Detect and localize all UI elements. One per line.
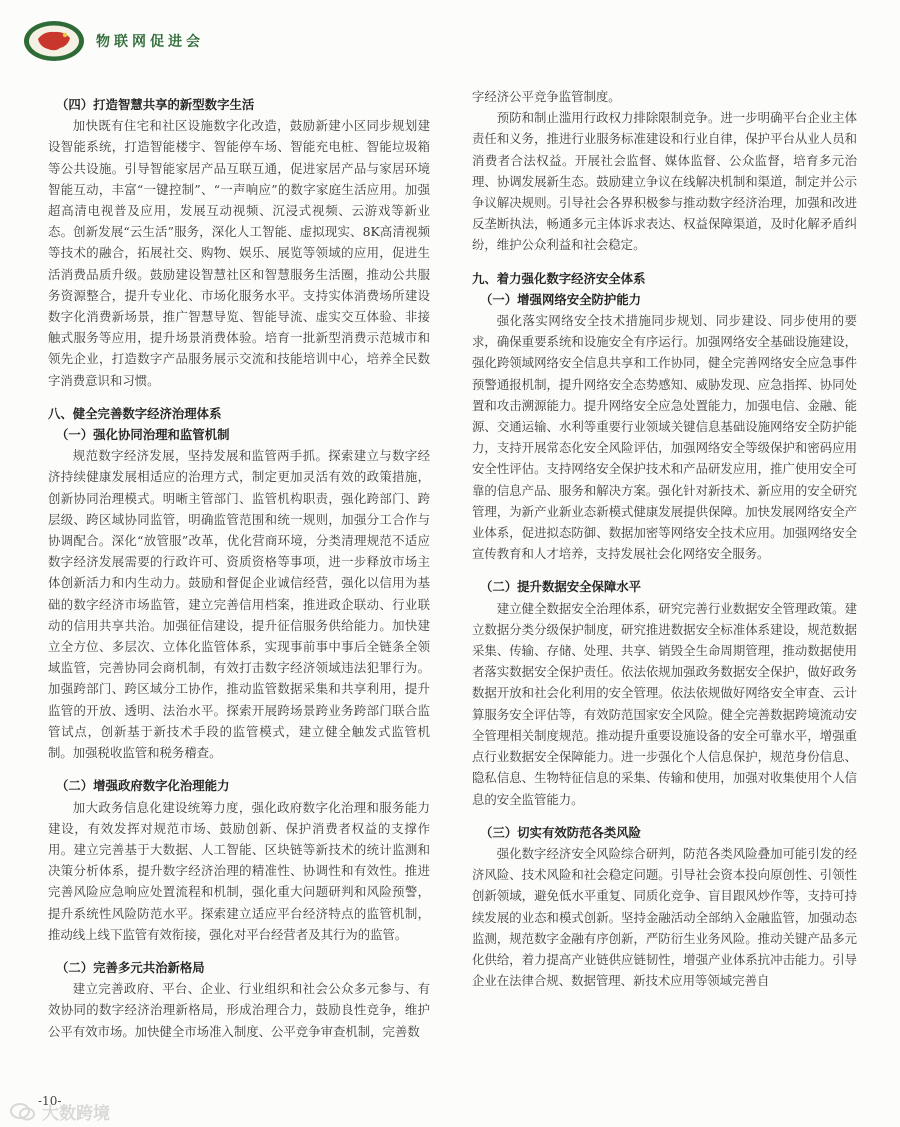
chat-bubble-icon (10, 1102, 36, 1122)
paragraph: 建立健全数据安全治理体系，研究完善行业数据安全管理政策。建立数据分类分级保护制度，研究推进数据安全标准体系建设，规范数据采集、传输、存储、处理、共享、销毁全生命周期管理，推动数据使用者落实数据安全保护责任。依法依规加强政务数据安全保护，做好政务数据开放和社会化利用的安全管理。依法依规做好网络安全审查、云计算服务安全评估等，有效防范国家安全风险。健全完善数据跨境流动安全管理相关制度规范。推动提升重要设施设备的安全可靠水平，增强重点行业数据安全保障能力。进一步强化个人信息保护，规范身份信息、隐私信息、生物特征信息的采集、传输和使用，加强对收集使用个人信息的安全监管能力。 (472, 600, 857, 807)
section-heading: （一）增强网络安全防护能力 (480, 291, 642, 307)
paragraph: 强化落实网络安全技术措施同步规划、同步建设、同步使用的要求，确保重要系统和设施安全有序运行。加强网络安全基础设施建设，强化跨领域网络安全信息共享和工作协同，健全完善网络安全应急事件预警通报机制，提升网络安全态势感知、威胁发现、应急指挥、协同处置和攻击溯源能力。提升网络安全应急处置能力，加强电信、金融、能源、交通运输、水利等重要行业领域关键信息基础设施网络安全防护能力，支持开展常态化安全风险评估，加强网络安全等级保护和密码应用安全性评估。支持网络安全保护技术和产品研发应用，推广使用安全可靠的信息产品、服务和解决方案。强化针对新技术、新应用的安全研究管理，为新产业新业态新模式健康发展提供保障。加快发展网络安全产业体系，促进拟态防御、数据加密等网络安全技术应用。加强网络安全宣传教育和人才培养，支持发展社会化网络安全服务。 (472, 313, 857, 562)
left-column (48, 94, 430, 1042)
organization-logo (22, 19, 86, 63)
section-heading: （四）打造智慧共享的新型数字生活 (56, 97, 255, 112)
watermark-text: 大数跨境 (42, 1104, 110, 1124)
watermark (10, 1099, 110, 1124)
paragraph: 加大政务信息化建设统筹力度，强化政府数字化治理和服务能力建设，有效发挥对规范市场、鼓励创新、保护消费者权益的支撑作用。建立完善基于大数据、人工智能、区块链等新技术的统计监测和决策分析体系，提升数字经济治理的精准性、协调性和有效性。推进完善风险应急响应处置流程和机制，强化重大问题研判和风险预警，提升系统性风险防范水平。探索建立适应平台经济特点的监管机制，推动线上线下监管有效衔接，强化对平台经营者及其行为的监管。 (48, 799, 430, 942)
paragraph: 预防和制止滥用行政权力排除限制竞争。进一步明确平台企业主体责任和义务，推进行业服务标准建设和行业自律，保护平台从业人员和消费者合法权益。开展社会监督、媒体监督、公众监督，培育多元治理、协调发展新生态。鼓励建立争议在线解决机制和渠道，制定并公示争议解决规则。引导社会各界积极参与推动数字经济治理，加强和改进反垄断执法，畅通多元主体诉求表达、权益保障渠道，及时化解矛盾纠纷，维护公众利益和社会稳定。 (472, 110, 857, 253)
page-number: -10- (38, 1094, 62, 1108)
section-heading: （三）切实有效防范各类风险 (480, 824, 642, 840)
paragraph: 强化数字经济安全风险综合研判，防范各类风险叠加可能引发的经济风险、技术风险和社会稳定问题。引导社会资本投向原创性、引领性创新领域，避免低水平重复、同质化竞争、盲目跟风炒作等，支持可持续发展的业态和模式创新。坚持金融活动全部纳入金融监管，加强动态监测，规范数字金融有序创新，严防衍生业务风险。推动关键产品多元化供给，着力提高产业链供应链韧性，增强产业体系抗冲击能力。引导企业在法律合规、数据管理、新技术应用等领域完善自 (472, 845, 857, 989)
paragraph: 建立完善政府、平台、企业、行业组织和社会公众多元参与、有效协同的数字经济治理新格局，形成治理合力，鼓励良性竞争，维护公平有效市场。加快健全市场准入制度、公平竞争审查机制，完善数 (48, 981, 430, 1039)
paragraph: 规范数字经济发展，坚持发展和监管两手抓。探索建立与数字经济持续健康发展相适应的治理方式，制定更加灵活有效的政策措施，创新协同治理模式。明晰主管部门、监管机构职责，强化跨部门、跨层级、跨区域协同监管，明确监管范围和统一规则，加强分工合作与协调配合。深化“放管服”改革，优化营商环境，分类清理规范不适应数字经济发展需要的行政许可、资质资格等事项，进一步释放市场主体创新活力和内生动力。鼓励和督促企业诚信经营，强化以信用为基础的数字经济市场监管，建立完善信用档案，推进政企联动、行业联动的信用共享共治。加强征信建设，提升征信服务供给能力。加快建立全方位、多层次、立体化监管体系，实现事前事中事后全链条全领域监管，完善协同会商机制，有效打击数字经济领域违法犯罪行为。加强跨部门、跨区域分工协作，推动监管数据采集和共享利用，提升监管的开放、透明、法治水平。探索开展跨场景跨业务跨部门联合监管试点，创新基于新技术手段的监管模式，建立健全触发式监管机制。加强税收监管和税务稽查。 (48, 448, 430, 761)
section-heading: （一）强化协同治理和监管机制 (56, 427, 230, 443)
right-column (472, 86, 857, 991)
section-heading: （二）完善多元共治新格局 (56, 959, 205, 975)
page-header (22, 18, 204, 64)
section-heading: （二）提升数据安全保障水平 (480, 579, 642, 595)
organization-name: 物联网促进会 (96, 34, 204, 50)
paragraph: 加快既有住宅和社区设施数字化改造，鼓励新建小区同步规划建设智能系统，打造智能楼宇、智能停车场、智能充电桩、智能垃圾箱等公共设施。引导智能家居产品互联互通，促进家居产品与家居环境智能互动，丰富“一键控制”、“一声响应”的数字家庭生活应用。加强超高清电视普及应用，发展互动视频、沉浸式视频、云游戏等新业态。创新发展“云生活”服务，深化人工智能、虚拟现实、8K高清视频等技术的融合，拓展社交、购物、娱乐、展览等领域的应用，促进生活消费品质升级。鼓励建设智慧社区和智慧服务生活圈，推动公共服务资源整合，提升专业化、市场化服务水平。支持实体消费场所建设数字化消费新场景，推广智慧导览、智能导流、虚实交互体验、非接触式服务等应用，提升场景消费体验。培育一批新型消费示范城市和领先企业，打造数字产品服务展示交流和技能培训中心，培养全民数字消费意识和习惯。 (48, 118, 430, 388)
chapter-heading: 九、着力强化数字经济安全体系 (472, 270, 646, 286)
chapter-heading: 八、健全完善数字经济治理体系 (48, 405, 222, 421)
paragraph-continuation: 字经济公平竞争监管制度。 (472, 89, 621, 104)
section-heading: （二）增强政府数字化治理能力 (56, 778, 230, 794)
